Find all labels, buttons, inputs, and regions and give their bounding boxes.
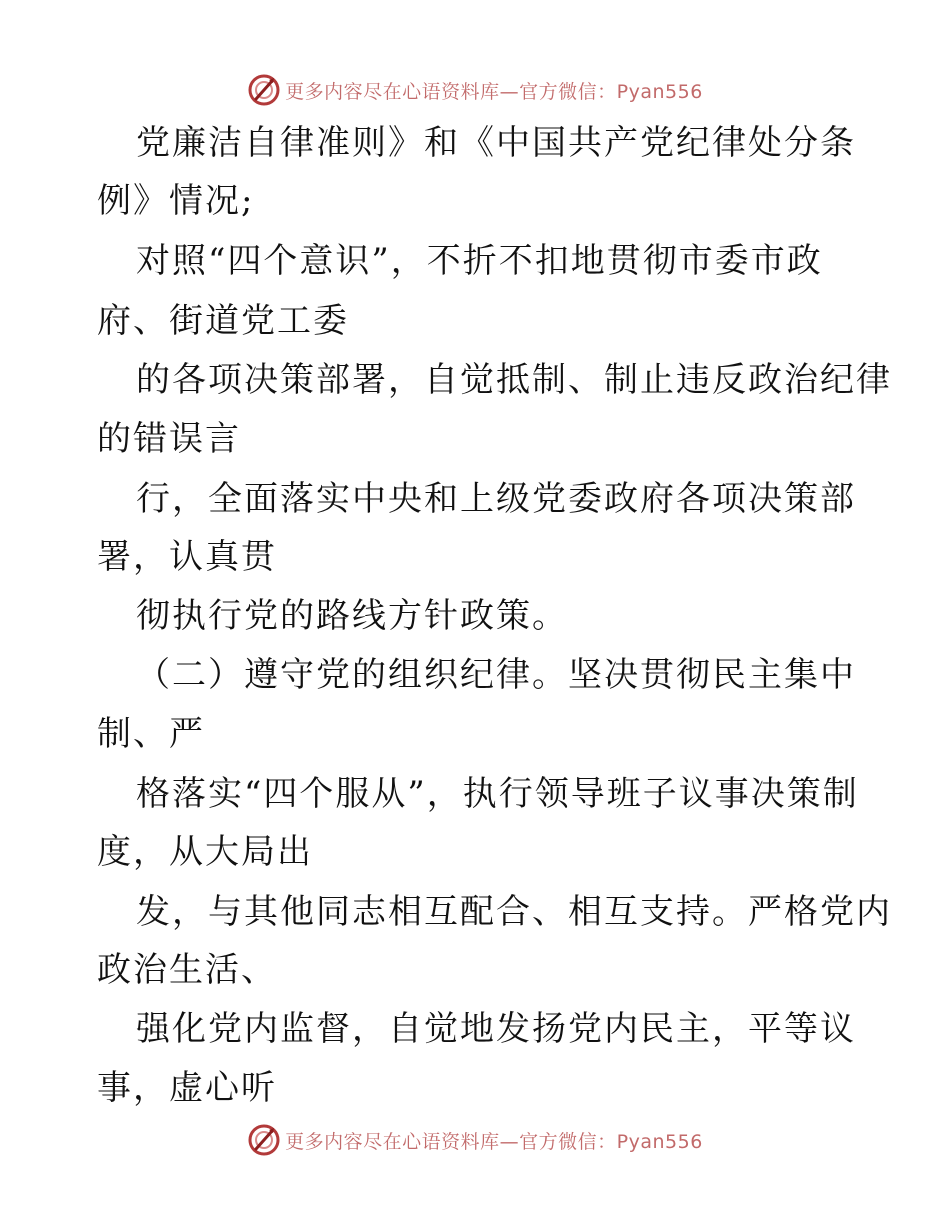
watermark-text: 更多内容尽在心语资料库—官方微信：Pyan556 <box>285 80 703 103</box>
text-line: 事，虚心听 <box>97 1068 277 1108</box>
text-line: 强化党内监督，自觉地发扬党内民主，平等议 <box>136 1009 856 1049</box>
text-line: 彻执行党的路线方针政策。 <box>136 596 568 636</box>
text-line: 格落实“四个服从”，执行领导班子议事决策制 <box>136 774 859 814</box>
logo-icon <box>247 73 281 107</box>
text-line: 行，全面落实中央和上级党委政府各项决策部 <box>136 479 856 519</box>
text-line: 的各项决策部署，自觉抵制、制止违反政治纪律 <box>136 360 892 400</box>
logo-icon <box>247 1123 281 1157</box>
text-line: 对照“四个意识”，不折不扣地贯彻市委市政 <box>136 241 823 281</box>
watermark-header <box>0 70 950 110</box>
text-line: 党廉洁自律准则》和《中国共产党纪律处分条 <box>136 123 856 163</box>
text-line: 发，与其他同志相互配合、相互支持。严格党内 <box>136 892 892 932</box>
text-line: 府、街道党工委 <box>97 301 349 341</box>
text-line: 制、严 <box>97 714 205 754</box>
text-line: （二）遵守党的组织纪律。坚决贯彻民主集中 <box>136 655 856 695</box>
text-line: 署，认真贯 <box>97 537 277 577</box>
watermark-footer <box>0 1120 950 1160</box>
watermark-text: 更多内容尽在心语资料库—官方微信：Pyan556 <box>285 1130 703 1153</box>
text-line: 政治生活、 <box>97 950 277 990</box>
text-line: 例》情况; <box>97 181 255 221</box>
text-line: 的错误言 <box>97 419 241 459</box>
text-line: 度，从大局出 <box>97 832 313 872</box>
